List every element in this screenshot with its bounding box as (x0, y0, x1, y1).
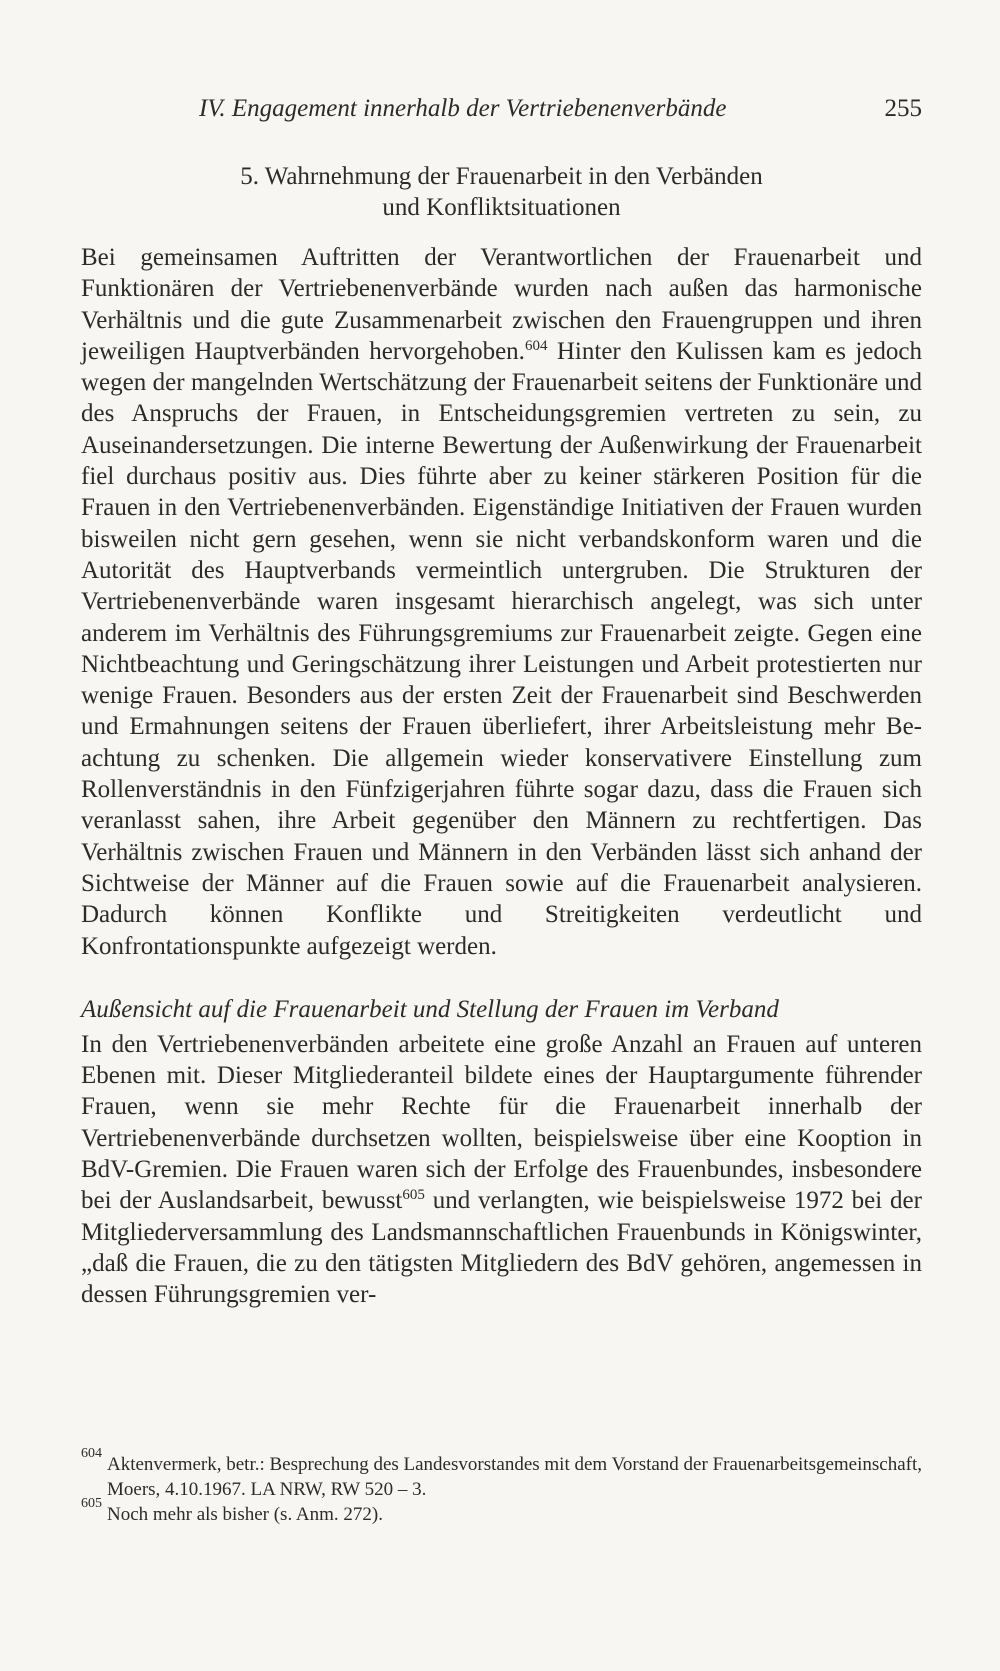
footnotes (81, 1446, 923, 1527)
footnote-text: Noch mehr als bisher (s. Anm. 272). (107, 1504, 383, 1525)
footnote-604 (81, 1446, 923, 1502)
paragraph-2 (81, 1029, 922, 1311)
section-heading-line-2: und Konfliktsituationen (382, 194, 621, 221)
paragraph-2-part-2: und verlangten, wie beispielsweise 1972 bei der Mitgliederversammlung des Landsmannschaftlichen Frauenbunds in Königswinter, „daß die Frauen, die zu den tätigsten Mitgliedern des BdV gehören, angemessen in dessen Führungsgremien ver- (81, 1187, 922, 1309)
paragraph-1-part-2: Hinter den Kulissen kam es jedoch wegen der mangelnden Wertschätzung der Frauenarbeit seitens der Funktionäre und des Anspruchs der Frauen, in Entscheidungsgremien vertreten zu sein, zu Auseinandersetzungen. Die interne Bewertung der Außenwirkung der Frauenarbeit fiel durchaus positiv aus. Dies führte aber zu keiner stärkeren Position für die Frauen in den Vertriebenenverbänden. Eigenständige Initiativen der Frauen wurden bisweilen nicht gern gesehen, wenn sie nicht verbandskonform waren und die Autorität des Hauptverbands vermeintlich untergruben. Die Strukturen der Vertriebenenverbände waren insgesamt hierarchisch angelegt, was sich unter anderem im Verhältnis des Führungsgremiums zur Frauenarbeit zeigte. Gegen eine Nichtbeachtung und Geringschätzung ihrer Leistungen und Arbeit protestierten nur wenige Frauen. Besonders aus der ersten Zeit der Frauenarbeit sind Beschwerden und Ermahnungen seitens der Frauen überliefert, ihrer Arbeitsleistung mehr Beachtung zu schenken. Die allgemein wieder konservativere Einstellung zum Rollenverständnis in den Fünfzigerjahren führte sogar dazu, dass die Frauen sich veranlasst sahen, ihre Arbeit gegenüber den Männern zu rechtfertigen. Das Verhältnis zwischen Frauen und Männern in den Verbänden lässt sich anhand der Sichtweise der Männer auf die Frauen sowie auf die Frauenarbeit analysieren. Dadurch können Konflikte und Streitigkeiten verdeutlicht und Konfrontationspunkte aufgezeigt werden. (81, 337, 922, 960)
footnote-605 (81, 1496, 922, 1527)
paragraph-2-part-1: In den Vertriebenenverbänden arbeitete eine große Anzahl an Frauen auf unteren Ebenen mit. Dieser Mitgliederanteil bildete eines der Hauptargumente führender Frauen, wenn sie mehr Rechte für die Frauenarbeit innerhalb der Vertriebenenverbände durchsetzen wollten, beispielsweise über eine Kooption in BdV-Gremien. Die Frauen waren sich der Erfolge des Frauenbundes, insbesondere bei der Auslandsarbeit, bewusst (81, 1030, 922, 1215)
running-head (81, 95, 922, 135)
footnote-number: 604 (81, 1446, 102, 1461)
footnote-ref-604[interactable]: 604 (524, 337, 548, 354)
paragraph-1-part-1: Bei gemeinsamen Auftritten der Verantwortlichen der Frauenarbeit und Funktionären der Vertriebenenverbände wurden nach außen das harmonische Verhältnis und die gute Zusammenarbeit zwischen den Frauengruppen und ihren jeweiligen Hauptverbänden hervorgehoben. (81, 244, 922, 365)
footnote-text: Aktenvermerk, betr.: Besprechung des Landesvorstandes mit dem Vorstand der Frauenarbeitsgemeinschaft, Moers, 4.10.1967. LA NRW, RW 520 – 3. (107, 1454, 923, 1500)
footnote-number: 605 (81, 1496, 102, 1511)
footnote-ref-605[interactable]: 605 (402, 1187, 425, 1204)
running-title: IV. Engagement innerhalb der Vertriebenenverbände (199, 95, 727, 122)
section-heading (81, 161, 922, 223)
page-number: 255 (884, 95, 922, 122)
paragraph-1 (81, 242, 922, 962)
section-heading-line-1: 5. Wahrnehmung der Frauenarbeit in den Verbänden (240, 163, 763, 190)
subsection-heading: Außensicht auf die Frauenarbeit und Stellung der Frauen im Verband (81, 995, 779, 1023)
book-page (81, 95, 922, 1311)
